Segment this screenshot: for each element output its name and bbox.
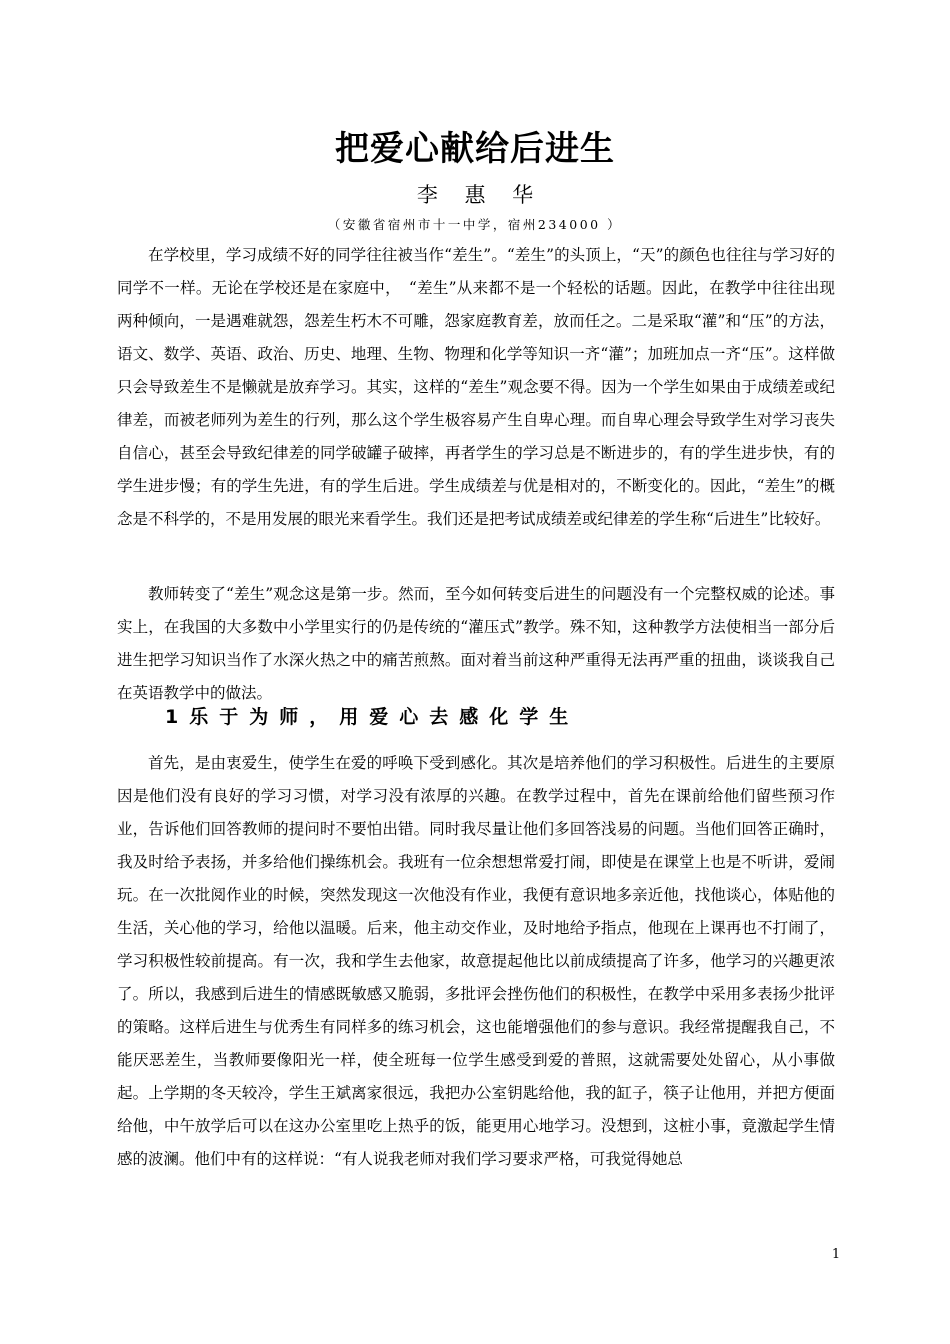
paragraph: 首先，是由衷爱生，使学生在爱的呼唤下受到感化。其次是培养他们的学习积极性。后进生的主要原因是他们没有良好的学习习惯，对学习没有浓厚的兴趣。在教学过程中，首先在课前给他们留些预习作业，告诉他们回答教师的提问时不要怕出错。同时我尽量让他们多回答浅易的问题。当他们回答正确时，我及时给予表扬，并多给他们操练机会。我班有一位余想想常爱打闹，即使是在课堂上也是不听讲，爱闹玩。在一次批阅作业的时候，突然发现这一次他没有作业，我便有意识地多亲近他，找他谈心，体贴他的生活，关心他的学习，给他以温暖。后来，他主动交作业，及时地给予指点，他现在上课再也不打闹了，学习积极性较前提高。有一次，我和学生去他家，故意提起他比以前成绩提高了许多，他学习的兴趣更浓了。所以，我感到后进生的情感既敏感又脆弱，多批评会挫伤他们的积极性，在教学中采用多表扬少批评的策略。这样后进生与优秀生有同样多的练习机会，这也能增强他们的参与意识。我经常提醒我自己，不能厌恶差生，当教师要像阳光一样，使全班每一位学生感受到爱的普照，这就需要处处留心，从小事做起。上学期的冬天较冷，学生王斌离家很远，我把办公室钥匙给他，我的缸子，筷子让他用，并把方便面给他，中午放学后可以在这办公室里吃上热乎的饭，能更用心地学习。没想到，这桩小事，竟激起学生情感的波澜。他们中有的这样说：“有人说我老师对我们学习要求严格，可我觉得她总 — [117, 754, 835, 1168]
page-number: 1 — [831, 1247, 841, 1262]
body-text-section-1 — [117, 747, 835, 1176]
paragraph: 在学校里，学习成绩不好的同学往往被当作“差生”。“差生”的头顶上，“天”的颜色也往往与学习好的同学不一样。无论在学校还是在家庭中， “差生”从来都不是一个轻松的话题。因此，在教学中往往出现两种倾向，一是遇难就怨，怨差生朽木不可雕，怨家庭教育差，放而任之。二是采取“灌”和“压”的方法，语文、数学、英语、政治、历史、地理、生物、物理和化学等知识一齐“灌”；加班加点一齐“压”。这样做只会导致差生不是懒就是放弃学习。其实，这样的“差生”观念要不得。因为一个学生如果由于成绩差或纪律差，而被老师列为差生的行列，那么这个学生极容易产生自卑心理。而自卑心理会导致学生对学习丧失自信心，甚至会导致纪律差的同学破罐子破摔，再者学生的学习总是不断进步的，有的学生进步快，有的学生进步慢；有的学生先进，有的学生后进。学生成绩差与优是相对的，不断变化的。因此，“差生”的概念是不科学的，不是用发展的眼光来看学生。我们还是把考试成绩差或纪律差的学生称“后进生”比较好。 — [117, 246, 835, 528]
author-affiliation: （安徽省宿州市十一中学，宿州234000 ） — [327, 217, 623, 232]
section-heading: 1乐于为师，用爱心去感化学生 — [165, 706, 580, 728]
document-title: 把爱心献给后进生 — [335, 129, 615, 169]
author-name: 李 惠 华 — [416, 183, 544, 207]
body-text-transition — [117, 578, 835, 710]
body-text-intro — [117, 239, 835, 536]
paragraph: 教师转变了“差生”观念这是第一步。然而，至今如何转变后进生的问题没有一个完整权威的论述。事实上，在我国的大多数中小学里实行的仍是传统的“灌压式”教学。殊不知，这种教学方法使相当一部分后进生把学习知识当作了水深火热之中的痛苦煎熬。面对着当前这种严重得无法再严重的扭曲，谈谈我自己在英语教学中的做法。 — [117, 585, 835, 702]
